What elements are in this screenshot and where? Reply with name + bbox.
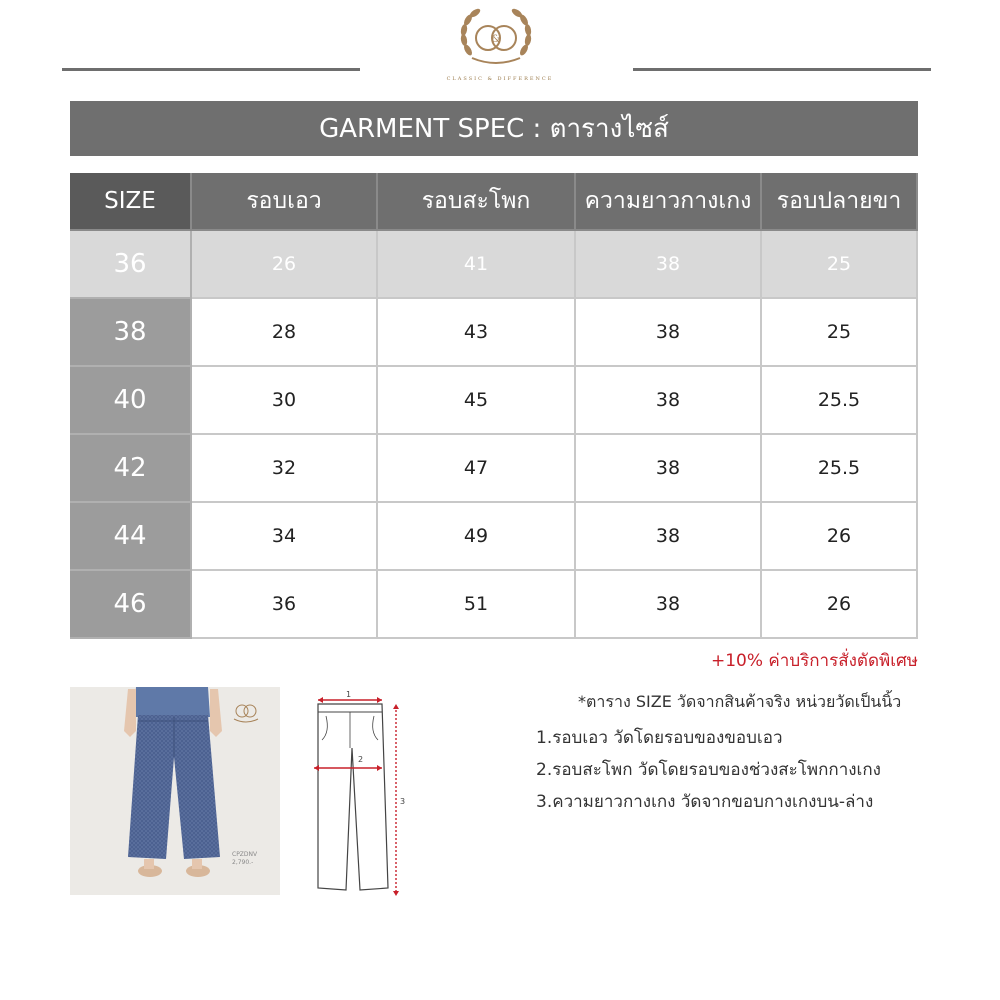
header-hem: รอบปลายขา [762,173,918,231]
size-cell: 42 [70,435,192,503]
hem-value: 26 [762,571,918,639]
photo-logo [230,697,262,727]
hem-value: 26 [762,503,918,571]
waist-value: 34 [192,503,378,571]
length-value: 38 [576,367,762,435]
brand-tagline: CLASSIC & DIFFERENCE [446,76,554,82]
table-row [70,571,918,639]
measurement-diagram [300,688,420,900]
header-rule-left [62,68,360,71]
brand-logo [454,6,538,70]
hip-value: 41 [378,231,576,299]
size-table [70,173,918,639]
header-rule-right [633,68,931,71]
label-1: 1 [346,690,352,699]
header-hip: รอบสะโพก [378,173,576,231]
surcharge-note: +10% ค่าบริการสั่งตัดพิเศษ [710,651,918,671]
waist-value: 32 [192,435,378,503]
header-waist: รอบเอว [192,173,378,231]
svg-text:&: & [491,34,501,45]
table-row [70,503,918,571]
hip-value: 43 [378,299,576,367]
hem-value: 25.5 [762,367,918,435]
table-row [70,435,918,503]
instruction-hip: 2.รอบสะโพก วัดโดยรอบของช่วงสะโพกกางเกง [536,760,881,780]
size-cell: 38 [70,299,192,367]
label-3: 3 [400,797,406,806]
waist-value: 36 [192,571,378,639]
length-value: 38 [576,571,762,639]
hip-value: 47 [378,435,576,503]
hip-value: 45 [378,367,576,435]
page-title: GARMENT SPEC : ตารางไซส์ [70,101,918,156]
waist-value: 30 [192,367,378,435]
photo-tag-code: CPZDNV [232,851,258,858]
table-row [70,299,918,367]
size-cell: 40 [70,367,192,435]
size-cell: 44 [70,503,192,571]
hem-value: 25 [762,299,918,367]
hip-value: 49 [378,503,576,571]
measurement-note: *ตาราง SIZE วัดจากสินค้าจริง หน่วยวัดเป็นนิ้ว [578,692,902,711]
hem-value: 25 [762,231,918,299]
header-size: SIZE [70,173,192,231]
length-value: 38 [576,435,762,503]
size-cell: 36 [70,231,192,299]
label-2: 2 [358,755,364,764]
instruction-waist: 1.รอบเอว วัดโดยรอบของขอบเอว [536,728,783,748]
hem-value: 25.5 [762,435,918,503]
table-row [70,367,918,435]
product-photo [70,687,280,895]
size-cell: 46 [70,571,192,639]
waist-value: 26 [192,231,378,299]
table-header-row [70,173,918,231]
length-value: 38 [576,231,762,299]
waist-value: 28 [192,299,378,367]
header-length: ความยาวกางเกง [576,173,762,231]
photo-tag [232,851,257,867]
table-row [70,231,918,299]
hip-value: 51 [378,571,576,639]
photo-tag-price: 2,790.- [232,859,254,866]
length-value: 38 [576,503,762,571]
instruction-length: 3.ความยาวกางเกง วัดจากขอบกางเกงบน-ล่าง [536,792,874,812]
length-value: 38 [576,299,762,367]
